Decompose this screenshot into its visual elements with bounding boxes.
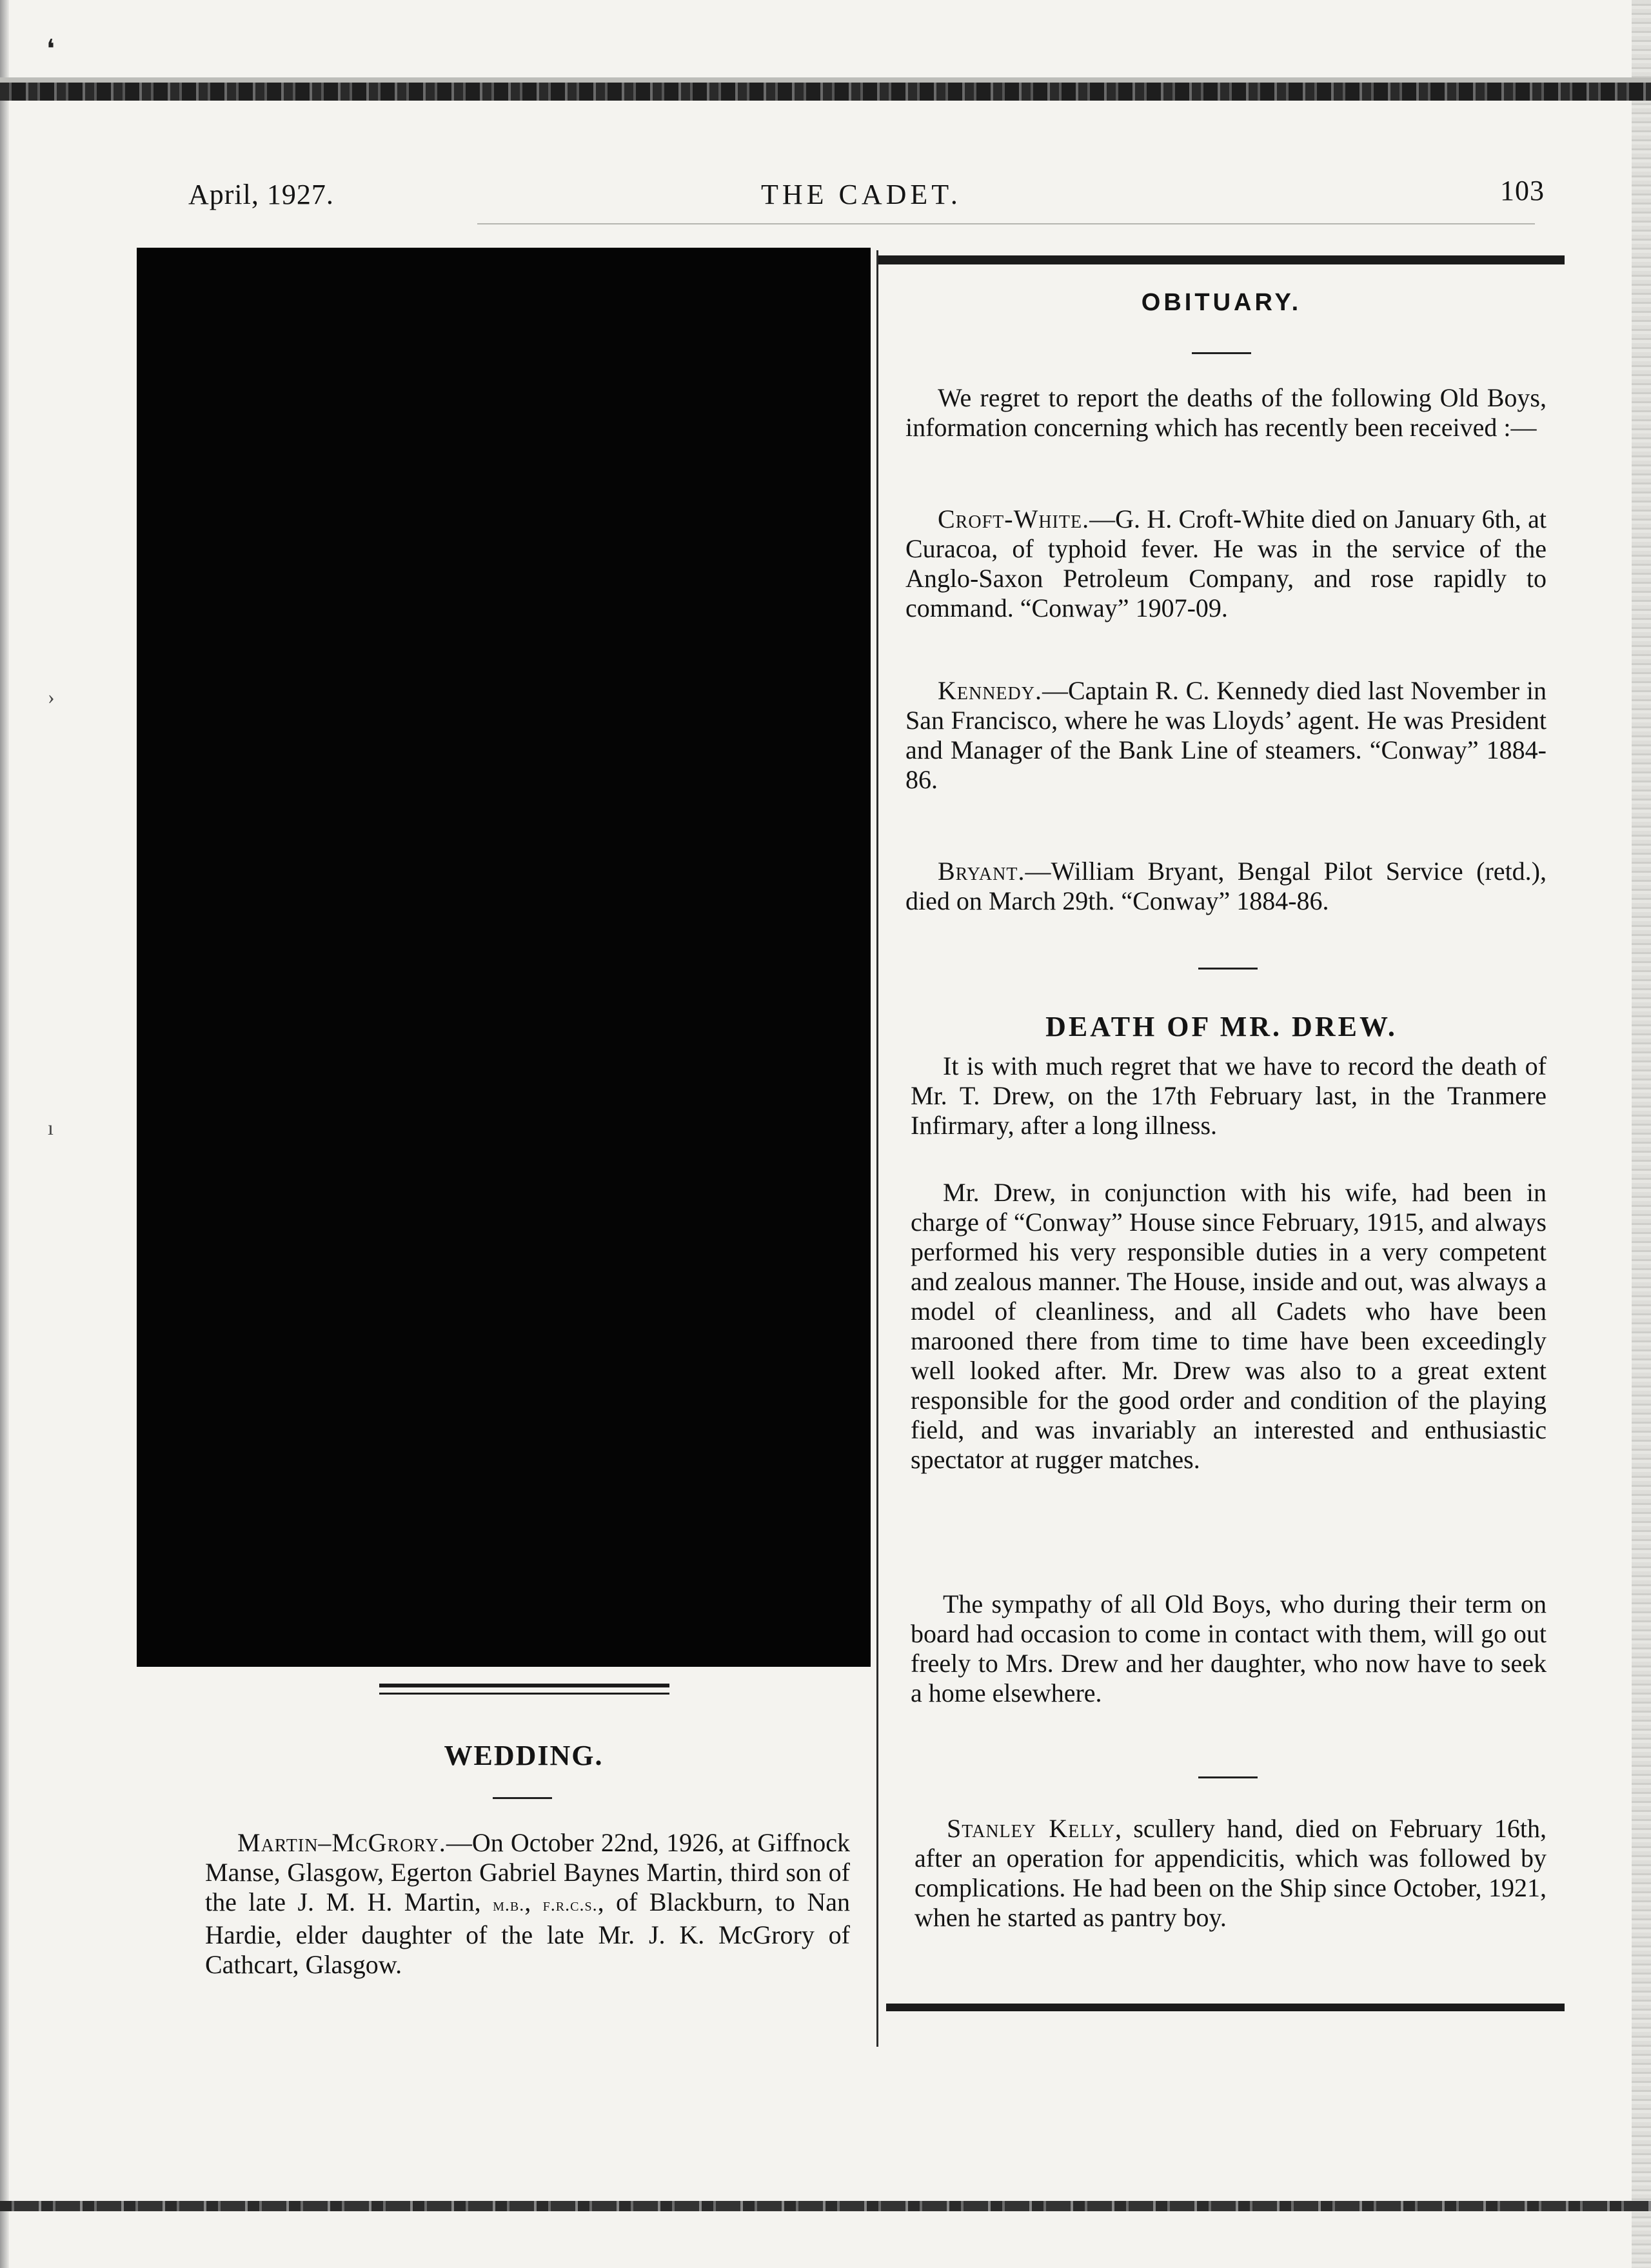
obituary-name: Croft-White. xyxy=(938,504,1090,533)
drew-heading: DEATH OF MR. DREW. xyxy=(1045,1011,1398,1042)
kelly-notice xyxy=(914,1814,1547,1933)
page-left-edge xyxy=(0,0,9,2268)
drew-paragraph xyxy=(911,1178,1547,1475)
section-dash xyxy=(493,1797,552,1799)
degree: f.r.c.s. xyxy=(542,1895,598,1915)
obituary-bottom-rule xyxy=(886,2004,1565,2011)
scan-bar-top xyxy=(0,83,1651,101)
kelly-text: , scullery hand, died on February 16th, after an operation for appendicitis, which was followed by complications. He had been on the Ship since October, 1921, when he started as pantry boy. xyxy=(914,1814,1547,1932)
obituary-entry-bryant xyxy=(905,857,1547,916)
drew-paragraph-text: It is with much regret that we have to record the death of Mr. T. Drew, on the 17th February last, in the Tranmere Infirmary, after a long illness. xyxy=(911,1051,1547,1140)
page-number: 103 xyxy=(1500,175,1545,206)
running-header xyxy=(0,173,1651,218)
page-right-edge xyxy=(1632,0,1651,2268)
degree: m.b. xyxy=(493,1895,525,1915)
drew-paragraph-text: Mr. Drew, in conjunction with his wife, had been in charge of “Conway” House since February, 1915, and always performed his very responsible duties in a very competent and zealous manner. The House, inside and out, was always a model of cleanliness, and all Cadets who have been marooned there from time to time have been exceedingly well looked after. Mr. Drew was also to a great extent responsible for the good order and condition of the playing field, and was invariably an interested and enthusiastic spectator at rugger matches. xyxy=(911,1178,1547,1474)
obituary-name: Bryant. xyxy=(938,857,1025,886)
issue-date: April, 1927. xyxy=(188,179,334,210)
drew-paragraph-text: The sympathy of all Old Boys, who during their term on board had occasion to come in contact with them, will go out freely to Mrs. Drew and her daughter, who now have to seek a home elsewhere. xyxy=(911,1589,1547,1707)
obituary-entry-croft-white xyxy=(905,504,1547,623)
wedding-heading: WEDDING. xyxy=(444,1740,604,1771)
section-dash xyxy=(1198,968,1258,970)
wedding-name: Martin–McGrory. xyxy=(237,1828,446,1857)
obituary-intro-text: We regret to report the deaths of the following Old Boys, information concerning which has recently been received :— xyxy=(905,383,1547,442)
obituary-top-rule xyxy=(878,255,1565,264)
margin-mark: ı xyxy=(48,1116,54,1139)
scan-shadow-top xyxy=(0,77,1651,83)
drew-paragraph xyxy=(911,1051,1547,1140)
kelly-name: Stanley Kelly xyxy=(947,1814,1115,1843)
obituary-heading: OBITUARY. xyxy=(1141,289,1302,316)
publication-title: THE CADET. xyxy=(761,179,962,210)
wedding-text: , of Blackburn, to Nan Hardie, elder daughter of the late Mr. J. K. McGrory of Cathcart, Glasgow. xyxy=(205,1887,850,1979)
margin-mark: › xyxy=(48,685,55,708)
wedding-text: —On October 22nd, 1926, at Giffnock Manse, Glasgow, Egerton Gabriel Baynes Martin, third son of the late J. M. H. Martin, xyxy=(205,1828,850,1916)
header-rule xyxy=(477,223,1535,224)
obituary-text: —William Bryant, Bengal Pilot Service (retd.), died on March 29th. “Conway” 1884-86. xyxy=(905,857,1547,915)
wedding-rule xyxy=(379,1693,669,1695)
wedding-notice xyxy=(205,1828,850,1980)
section-dash xyxy=(1198,1776,1258,1778)
scan-speck: ❛ xyxy=(46,34,55,63)
drew-paragraph xyxy=(911,1589,1547,1708)
obituary-text: —G. H. Croft-White died on January 6th, at Curacoa, of typhoid fever. He was in the service of the Anglo-Saxon Petroleum Company, and rose rapidly to command. “Conway” 1907-09. xyxy=(905,504,1547,622)
obituary-entry-kennedy xyxy=(905,676,1547,795)
obituary-intro xyxy=(905,383,1547,443)
redacted-image-block xyxy=(137,248,871,1667)
column-divider xyxy=(876,250,878,2047)
obituary-name: Kennedy. xyxy=(938,676,1042,705)
obituary-text: —Captain R. C. Kennedy died last November in San Francisco, where he was Lloyds’ agent. He was President and Manager of the Bank Line of steamers. “Conway” 1884-86. xyxy=(905,676,1547,794)
section-dash xyxy=(1192,352,1251,354)
wedding-rule xyxy=(379,1684,669,1687)
scan-bar-bottom xyxy=(0,2201,1651,2211)
separator: , xyxy=(524,1887,543,1916)
